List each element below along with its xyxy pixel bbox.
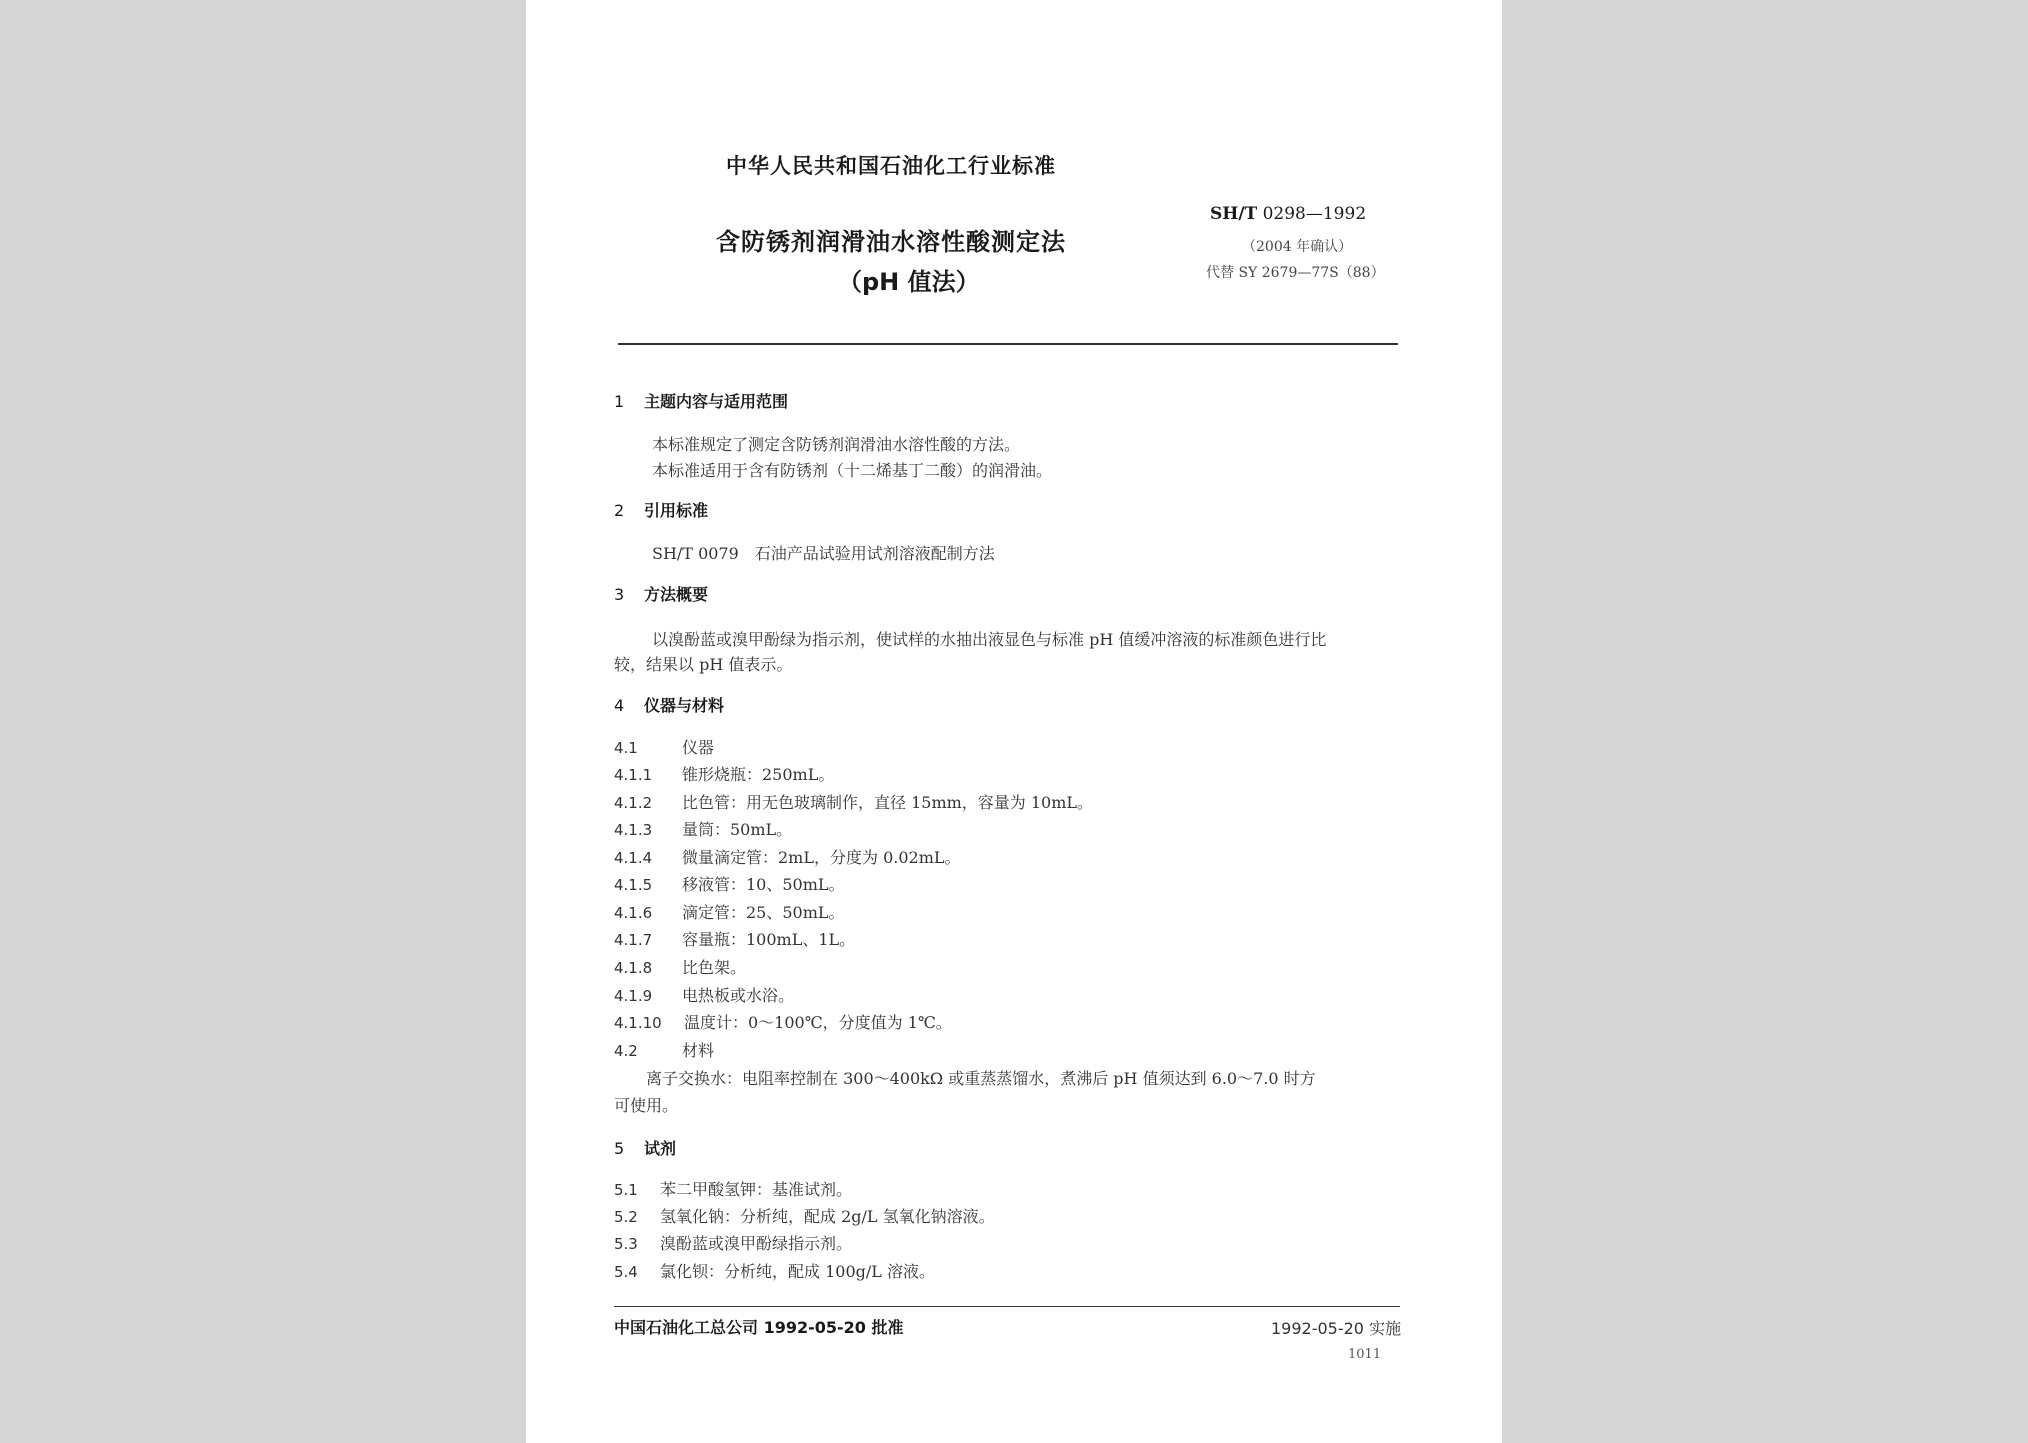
- section-number: 4: [614, 696, 625, 715]
- item-number: 4.1.1: [614, 766, 653, 784]
- section-3-paragraph: 较，结果以 pH 值表示。: [614, 655, 793, 674]
- item-number: 4.1.8: [614, 959, 653, 977]
- item-number: 4.1.7: [614, 931, 653, 949]
- list-item: [614, 872, 845, 895]
- item-number: 5.3: [614, 1235, 638, 1253]
- item-text: 移液管：10、50mL。: [682, 875, 845, 894]
- list-item: [614, 927, 855, 950]
- document-title: 含防锈剂润滑油水溶性酸测定法: [716, 228, 1066, 256]
- item-text: 比色管：用无色玻璃制作，直径 15mm，容量为 10mL。: [682, 793, 1094, 812]
- list-item: [614, 817, 792, 840]
- list-item: [614, 983, 794, 1006]
- section-5-heading: [614, 1136, 676, 1159]
- footer-divider: [614, 1306, 1400, 1307]
- list-item: [614, 1010, 952, 1033]
- list-item: [614, 845, 961, 868]
- item-number: 4.1.5: [614, 876, 653, 894]
- item-text: 仪器: [682, 738, 715, 757]
- confirmation-year: （2004 年确认）: [1242, 239, 1353, 255]
- normative-reference: SH/T 0079 石油产品试验用试剂溶液配制方法: [652, 544, 995, 563]
- item-text: 滴定管：25、50mL。: [682, 903, 845, 922]
- item-number: 5.1: [614, 1181, 638, 1199]
- list-item: [614, 762, 834, 785]
- list-item: [614, 735, 714, 758]
- item-number: 4.1.6: [614, 904, 653, 922]
- item-text: 容量瓶：100mL、1L。: [682, 930, 856, 949]
- item-text: 锥形烧瓶：250mL。: [682, 765, 835, 784]
- item-number: 4.1.9: [614, 987, 653, 1005]
- item-text: 材料: [682, 1041, 715, 1060]
- issuing-authority: 中华人民共和国石油化工行业标准: [726, 154, 1056, 178]
- list-item: [614, 1259, 935, 1282]
- section-number: 5: [614, 1139, 625, 1158]
- section-number: 3: [614, 585, 625, 604]
- material-description: 离子交换水：电阻率控制在 300～400kΩ 或重蒸蒸馏水，煮沸后 pH 值须达到 6.0～7.0 时方: [646, 1069, 1316, 1088]
- section-4-heading: [614, 693, 724, 716]
- implementation-date: 1992-05-20 实施: [1271, 1319, 1402, 1338]
- list-item: [614, 790, 1093, 813]
- section-1-paragraph: 本标准适用于含有防锈剂（十二烯基丁二酸）的润滑油。: [652, 461, 1053, 480]
- item-number: 5.2: [614, 1208, 638, 1226]
- list-item: [614, 1204, 995, 1227]
- item-text: 溴酚蓝或溴甲酚绿指示剂。: [660, 1234, 853, 1253]
- section-number: 1: [614, 392, 625, 411]
- document-page: [526, 0, 1502, 1443]
- item-text: 电热板或水浴。: [682, 986, 795, 1005]
- section-title: 引用标准: [644, 501, 709, 520]
- code-prefix: SH/T: [1210, 204, 1258, 224]
- document-subtitle: （pH 值法）: [838, 268, 980, 296]
- list-item: [614, 1231, 852, 1254]
- item-text: 氢氧化钠：分析纯，配成 2g/L 氢氧化钠溶液。: [660, 1207, 995, 1226]
- item-text: 微量滴定管：2mL，分度为 0.02mL。: [682, 848, 961, 867]
- list-item: [614, 1177, 852, 1200]
- section-number: 2: [614, 501, 625, 520]
- section-3-paragraph: 以溴酚蓝或溴甲酚绿为指示剂，使试样的水抽出液显色与标准 pH 值缓冲溶液的标准颜色进行比: [652, 630, 1327, 649]
- item-text: 温度计：0～100℃，分度值为 1℃。: [684, 1013, 952, 1032]
- replaces-standard: 代替 SY 2679—77S（88）: [1206, 265, 1385, 281]
- item-text: 氯化钡：分析纯，配成 100g/L 溶液。: [660, 1262, 935, 1281]
- code-number: 0298—1992: [1257, 204, 1367, 224]
- item-number: 4.1.2: [614, 794, 653, 812]
- item-number: 4.1: [614, 739, 638, 757]
- list-item: [614, 1038, 714, 1061]
- section-2-heading: [614, 498, 708, 521]
- material-description: 可使用。: [614, 1096, 679, 1115]
- section-1-heading: [614, 389, 788, 412]
- item-text: 量筒：50mL。: [682, 820, 793, 839]
- list-item: [614, 955, 746, 978]
- section-title: 主题内容与适用范围: [644, 392, 789, 411]
- approval-note: 中国石油化工总公司 1992-05-20 批准: [614, 1318, 904, 1337]
- item-text: 比色架。: [682, 958, 747, 977]
- header-divider: [618, 343, 1398, 345]
- item-number: 5.4: [614, 1263, 638, 1281]
- page-number: 1011: [1348, 1347, 1382, 1362]
- item-number: 4.1.4: [614, 849, 653, 867]
- item-text: 苯二甲酸氢钾：基准试剂。: [660, 1180, 853, 1199]
- section-title: 方法概要: [644, 585, 709, 604]
- list-item: [614, 900, 845, 923]
- item-number: 4.1.3: [614, 821, 653, 839]
- item-number: 4.2: [614, 1042, 638, 1060]
- section-title: 试剂: [644, 1139, 677, 1158]
- section-title: 仪器与材料: [644, 696, 725, 715]
- section-1-paragraph: 本标准规定了测定含防锈剂润滑油水溶性酸的方法。: [652, 435, 1021, 454]
- standard-code: [1210, 204, 1366, 224]
- item-number: 4.1.10: [614, 1014, 662, 1032]
- section-3-heading: [614, 582, 708, 605]
